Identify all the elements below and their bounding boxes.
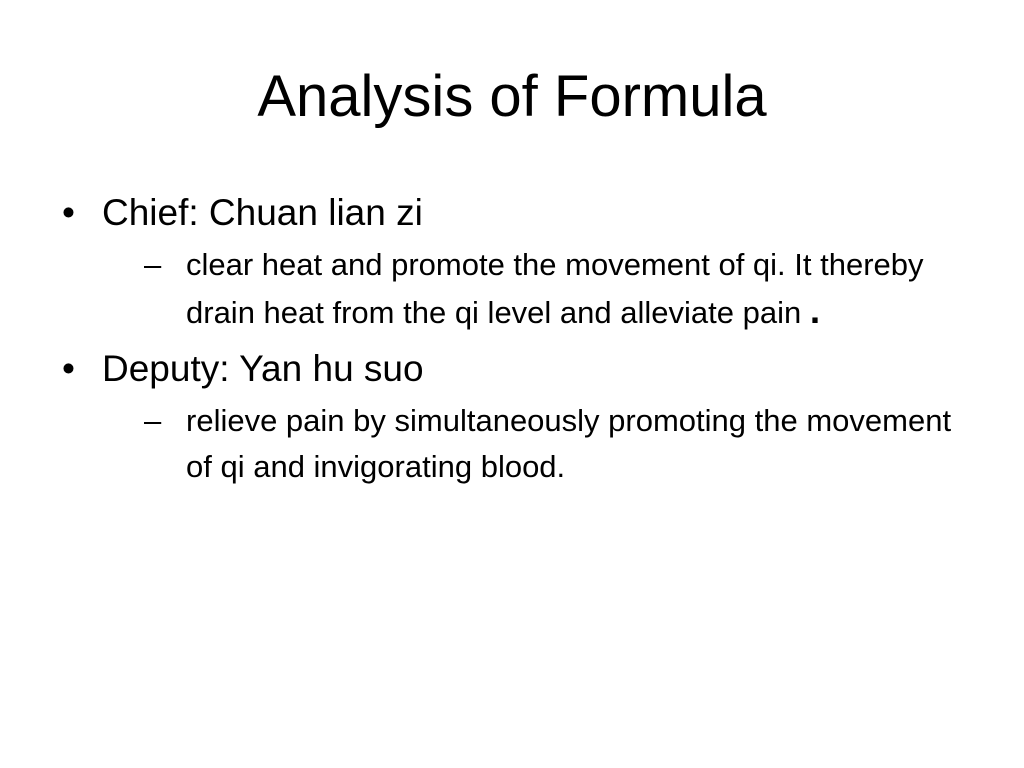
sub-bullet-text: relieve pain by simultaneously promoting the movement of qi and invigorating blood. — [186, 403, 952, 484]
sub-bullet-marker: – — [144, 403, 162, 438]
slide-title: Analysis of Formula — [257, 64, 767, 129]
bullet-text: Chief: Chuan lian zi — [102, 192, 423, 233]
sub-bullet-item — [144, 398, 962, 490]
bullet-text: Deputy: Yan hu suo — [102, 348, 424, 389]
bullet-marker: • — [62, 192, 75, 233]
sub-bullet-item — [144, 242, 962, 336]
sub-bullet-list — [102, 242, 962, 336]
bullet-item-deputy — [62, 346, 962, 490]
bullet-list — [62, 190, 962, 500]
bullet-marker: • — [62, 348, 75, 389]
sub-bullet-suffix: . — [809, 290, 821, 331]
sub-bullet-list — [102, 398, 962, 490]
bullet-item-chief — [62, 190, 962, 336]
sub-bullet-text: clear heat and promote the movement of qi. It thereby drain heat from the qi level and alleviate pain — [186, 247, 924, 330]
sub-bullet-marker: – — [144, 247, 162, 282]
